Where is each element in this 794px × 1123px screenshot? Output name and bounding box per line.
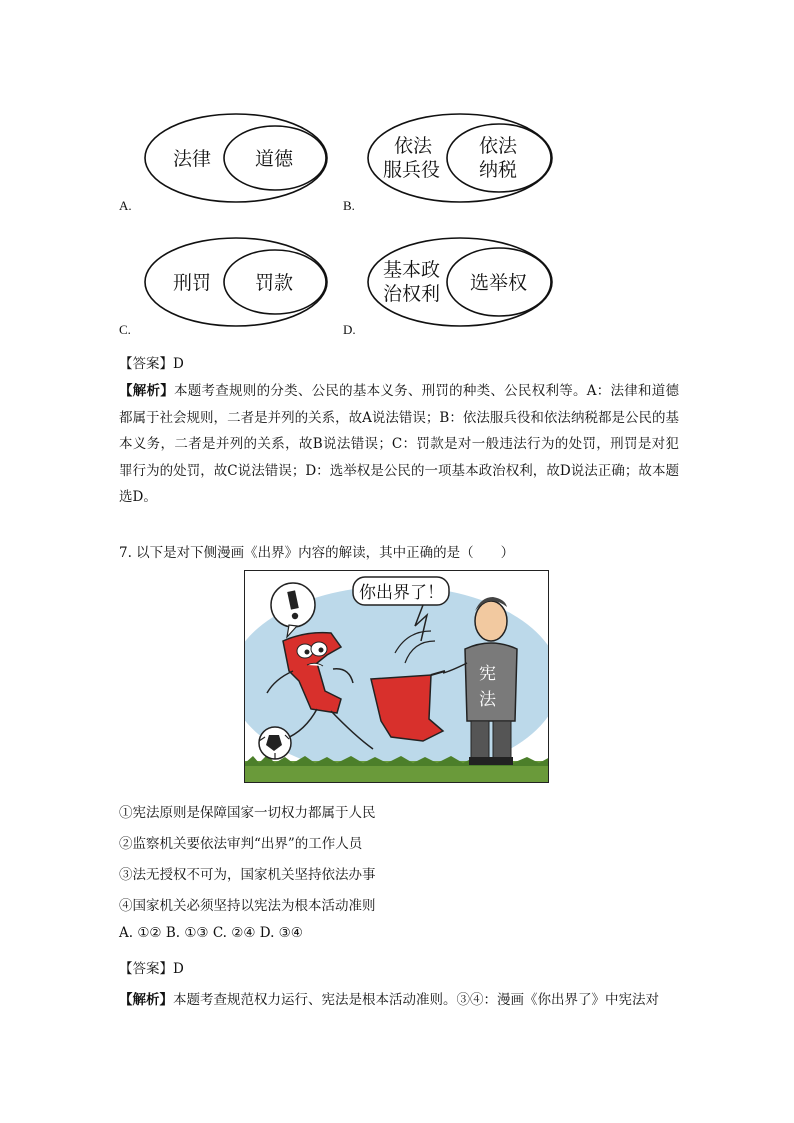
q7-answer: 【答案】D bbox=[119, 961, 184, 977]
diagram-b-inner-line2: 纳税 bbox=[479, 159, 518, 181]
diagram-a-inner: 道德 bbox=[255, 148, 294, 170]
q7-analysis-label: 【解析】 bbox=[119, 992, 173, 1008]
q7-choices: A. ①② B. ①③ C. ②④ D. ③④ bbox=[119, 925, 303, 941]
referee-shirt-text-1: 宪 bbox=[479, 664, 496, 684]
diagram-b-outer-line1: 依法 bbox=[394, 135, 433, 157]
soccer-ball bbox=[259, 727, 291, 759]
diagram-d-inner: 选举权 bbox=[470, 272, 528, 294]
option-letter-a: A. bbox=[119, 198, 132, 213]
q7-stem: 7. 以下是对下侧漫画《出界》内容的解读，其中正确的是（ ） bbox=[119, 545, 515, 561]
diagram-c-inner: 罚款 bbox=[255, 272, 294, 294]
q6-analysis-label: 【解析】 bbox=[119, 383, 175, 399]
diagram-b-outer-line2: 服兵役 bbox=[383, 159, 441, 181]
q6-analysis bbox=[119, 378, 679, 511]
q7-option-4: ④国家机关必须坚持以宪法为根本活动准则 bbox=[119, 898, 376, 914]
q6-answer: 【答案】D bbox=[119, 356, 184, 372]
comic-illustration bbox=[245, 571, 549, 783]
q7-analysis-text: 本题考查规范权力运行、宪法是根本活动准则。③④：漫画《你出界了》中宪法对 bbox=[173, 992, 659, 1008]
diagram-b bbox=[366, 112, 554, 204]
q7-option-2: ②监察机关要依法审判“出界”的工作人员 bbox=[119, 836, 363, 852]
diagram-d-outer-line1: 基本政 bbox=[383, 259, 441, 281]
q7-analysis bbox=[119, 988, 659, 1008]
q7-option-1: ①宪法原则是保障国家一切权力都属于人民 bbox=[119, 805, 376, 821]
referee-shirt-text-2: 法 bbox=[479, 690, 496, 710]
diagram-a-outer: 法律 bbox=[173, 148, 212, 170]
q6-analysis-text: 本题考查规则的分类、公民的基本义务、刑罚的种类、公民权利等。A：法律和道德都属于社会规则，二者是并列的关系，故A说法错误；B：依法服兵役和依法纳税都是公民的基本义务，二者是并列的关系，故B说法错误；C：罚款是对一般违法行为的处罚，刑罚是对犯罪行为的处罚，故C说法错误；D：选举权是公民的一项基本政治权利，故D说法正确；故本题选D。 bbox=[119, 383, 680, 505]
diagram-a bbox=[143, 112, 329, 204]
q7-option-3: ③法无授权不可为，国家机关坚持依法办事 bbox=[119, 867, 376, 883]
speech-text: 你出界了！ bbox=[359, 583, 444, 603]
diagram-c-outer: 刑罚 bbox=[173, 272, 212, 294]
option-letter-b: B. bbox=[343, 198, 355, 213]
diagram-b-inner-line1: 依法 bbox=[479, 135, 518, 157]
diagram-d-outer-line2: 治权利 bbox=[383, 283, 441, 305]
diagram-d bbox=[366, 236, 554, 328]
option-letter-d: D. bbox=[343, 322, 356, 337]
diagram-c bbox=[143, 236, 329, 328]
comic-image bbox=[244, 570, 549, 783]
option-letter-c: C. bbox=[119, 322, 131, 337]
